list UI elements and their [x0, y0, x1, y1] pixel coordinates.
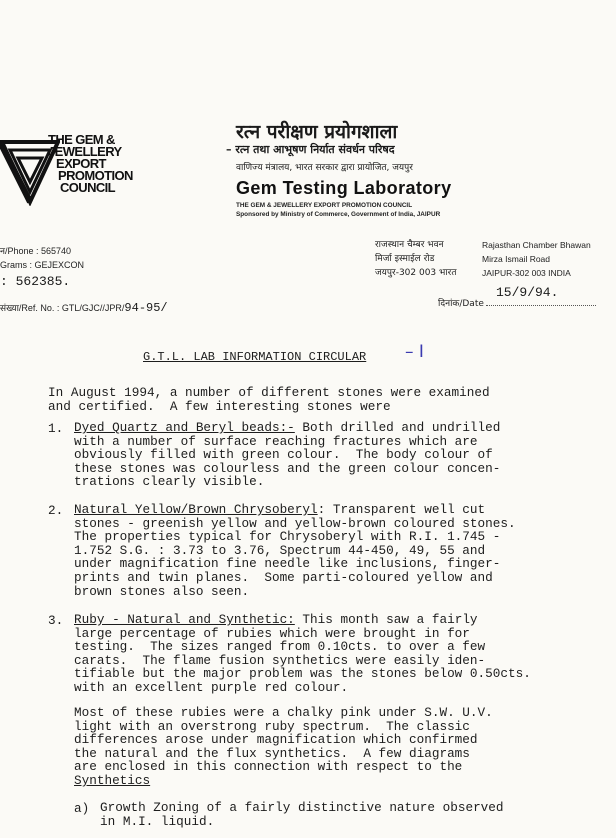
address-english — [482, 238, 591, 280]
item-line: The properties typical for Chrysoberyl with R.I. 1.745 - — [74, 529, 501, 545]
date-value: 15/9/94. — [496, 285, 559, 300]
council-name-line: JEWELLERY — [48, 144, 122, 159]
item-line: with an excellent purple red colour. — [74, 679, 349, 695]
grams-line: Grams : GEJEXCON — [0, 260, 85, 270]
telex-line: : 562385. — [0, 274, 71, 289]
item-line: 1.752 S.G. : 3.73 to 3.76, Spectrum 44-450, 49, 55 and — [74, 542, 486, 558]
item-line: differences arose under magnification which confirmed — [74, 732, 478, 748]
item-number: 3. — [48, 613, 64, 628]
item-number: 1. — [48, 421, 64, 436]
item-heading: Natural Yellow/Brown Chrysoberyl — [74, 502, 318, 517]
item-line: Growth Zoning of a fairly distinctive nature observed — [100, 800, 504, 815]
address-line: जयपुर-302 003 भारत — [375, 268, 457, 278]
lab-title: Gem Testing Laboratory — [236, 178, 452, 198]
item-line: tifiable but the major problem was the stones below 0.50cts. — [74, 666, 531, 682]
date-field — [438, 296, 596, 309]
phone-line: न/Phone : 565740 — [0, 246, 72, 256]
item-line: Most of these rubies were a chalky pink under S.W. U.V. — [74, 705, 493, 720]
intro-line: and certified. A few interesting stones were — [48, 398, 391, 414]
item-line: carats. The flame fusion synthetics were easily iden- — [74, 652, 486, 668]
item-line: in M.I. liquid. — [100, 813, 215, 829]
item-line: are enclosed in this connection with respect to the — [74, 759, 463, 775]
hindi-sponsor-line: वाणिज्य मंत्रालय, भारत सरकार द्वारा प्रायोजित, जयपुर — [236, 163, 413, 173]
subitem-label: a) — [74, 801, 90, 816]
date-label: दिनांक/Date — [438, 299, 484, 309]
council-name — [48, 134, 133, 194]
item-line: stones - greenish yellow and yellow-brown coloured stones. — [74, 515, 516, 531]
item-line: the natural and the flux synthetics. A few diagrams — [74, 745, 470, 761]
handwritten-circular-number: – I — [405, 342, 424, 362]
item-first-line — [74, 503, 516, 517]
address-line: Mirza Ismail Road — [482, 254, 551, 264]
lab-sponsor-line: Sponsored by Ministry of Commerce, Government of India, JAIPUR — [236, 211, 441, 218]
address-line: राजस्थान चैम्बर भवन — [375, 240, 444, 250]
item-line: large percentage of rubies which were brought in for — [74, 625, 470, 641]
item-dyed-quartz — [74, 421, 500, 489]
item-heading: Dyed Quartz and Beryl beads:- — [74, 420, 295, 435]
ruby-paragraph-two — [74, 706, 493, 788]
item-line: these stones was colourless and the green colour concen- — [74, 460, 501, 476]
reference-value: 94-95/ — [124, 301, 168, 315]
address-line: JAIPUR-302 003 INDIA — [482, 268, 571, 278]
item-first-text: This month saw a fairly — [294, 612, 478, 627]
item-line: prints and twin planes. Some parti-coloured yellow and — [74, 569, 493, 585]
synthetics-heading: Synthetics — [74, 772, 151, 788]
hindi-council-name: – रत्न तथा आभूषण निर्यात संवर्धन परिषद — [226, 143, 395, 156]
item-number: 2. — [48, 503, 64, 518]
item-first-line — [74, 613, 531, 627]
reference-label: संख्या/Ref. No. : GTL/GJC//JPR/ — [0, 303, 125, 313]
council-name-line: PROMOTION — [58, 168, 133, 183]
item-heading: Ruby - Natural and Synthetic: — [74, 612, 295, 627]
item-line: testing. The sizes ranged from 0.10cts. to over a few — [74, 639, 486, 655]
hindi-lab-title: रत्न परीक्षण प्रयोगशाला — [236, 121, 398, 143]
intro-paragraph — [48, 386, 490, 413]
item-first-text: Both drilled and undrilled — [294, 420, 501, 435]
item-line: under magnification fine needle like inclusions, finger- — [74, 556, 501, 572]
subitem-growth-zoning — [100, 801, 504, 828]
lab-council-line: THE GEM & JEWELLERY EXPORT PROMOTION COUNCIL — [236, 202, 413, 209]
item-first-text: : Transparent well cut — [317, 502, 486, 517]
date-dotted-line — [486, 305, 596, 306]
item-line: light with an overstrong ruby spectrum. The classic — [74, 718, 470, 734]
council-name-line: COUNCIL — [60, 180, 116, 195]
item-first-line — [74, 421, 500, 435]
reference-number — [0, 301, 168, 315]
item-line: obviously filled with green colour. The body colour of — [74, 447, 493, 463]
item-line: trations clearly visible. — [74, 474, 265, 490]
item-line: brown stones also seen. — [74, 583, 250, 599]
address-hindi — [375, 238, 457, 280]
council-name-line: THE GEM & — [48, 132, 115, 147]
item-chrysoberyl — [74, 503, 516, 598]
item-line: with a number of surface reaching fractures which are — [74, 433, 478, 449]
circular-title: G.T.L. LAB INFORMATION CIRCULAR — [143, 350, 367, 364]
address-line: मिर्जा इस्माईल रोड — [375, 254, 435, 264]
address-line: Rajasthan Chamber Bhawan — [482, 240, 591, 250]
intro-line: In August 1994, a number of different stones were examined — [48, 385, 490, 400]
item-ruby — [74, 613, 531, 695]
council-name-line: EXPORT — [56, 156, 106, 171]
